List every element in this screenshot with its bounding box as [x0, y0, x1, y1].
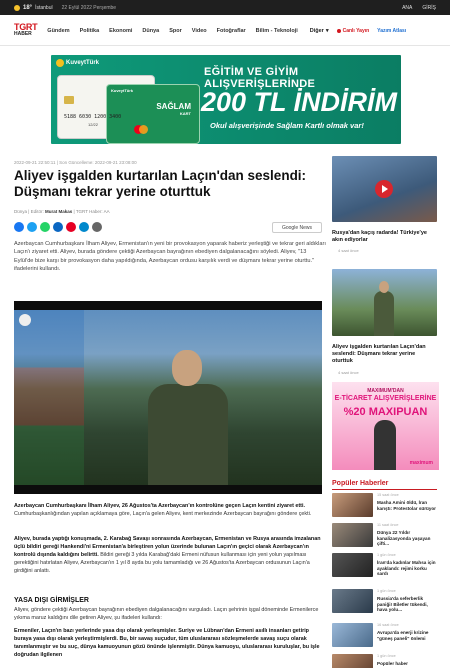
nav-item-fotograflar[interactable]: Fotoğraflar	[216, 28, 246, 34]
news-link[interactable]: Yazım Atlası	[377, 28, 407, 34]
play-icon	[382, 185, 388, 193]
article-lead: Azerbaycan Cumhurbaşkanı İlham Aliyev, Ermenistan'ın yeni bir provokasyon yaparak haberiz yerleştiği ve tekrar geri aldıkları Laçın'ı ziyaret etti. Aliyev, burada göndere çektiği Azerbaycan bayrağının ebediyen dalgalanacağını söyledi. Aliyev, "13 Eylül'de bize karşı bir provokasyon daha yapıldığında, Azerbaycan ordusu karşılık verdi ve düşmanı tekrar yerine oturttu." ifadelerini kullandı.	[14, 241, 326, 273]
popular-news-title: Popüler Haberler	[332, 480, 389, 487]
sidebar-item-1-image[interactable]	[332, 156, 437, 222]
pinterest-icon[interactable]	[66, 222, 76, 232]
article-paragraph-3: Aliyev, göndere çektiği Azerbaycan bayrağının ebediyen dalgalanacağını vurguladı. Laçın şehrinin işgal döneminde Ermenilerce yıkıma maruz kaldığını dile getiren Aliyev, şu ifadeleri kullandı:	[14, 607, 319, 621]
popular-item[interactable]: 11 saat önce Dünya 22 Yıldır kanalizasyonda yaşayan çifti...	[332, 523, 438, 548]
ad-big-text: 200 TL İNDİRİM	[201, 87, 398, 117]
article-paragraph-4: Ermeniler, Laçın'ın bazı yerlerinde yasa dışı olarak yerleşmişler. Suriye ve Lübnan'dan Ermeni asıllı insanları getirip buraya yasa dışı olarak yerleştirmişlerdi. Bu, bir savaş suçudur, tüm uluslararası sözleşmelerde savaş suçu olarak tanımlanmıştır ve bu suç, dünya kamuoyunun gözü önünde işlenmiştir. Dünya kamuoyu, uluslararası kuruluşlar, bu işle doğrudan ilgilenen	[14, 628, 320, 658]
speaker-figure	[148, 350, 228, 490]
site-logo[interactable]: TGRT HABER	[14, 22, 38, 37]
popular-item[interactable]: 16 saat önce Avrupa'da enerji krizine "güneş paneli" önlemi	[332, 623, 438, 648]
nav-more[interactable]: Diğer ▾	[309, 28, 329, 34]
lang-selector[interactable]: ANA	[402, 4, 413, 11]
temperature: 18°	[23, 4, 33, 11]
article-paragraph-1: Azerbaycan Cumhurbaşkanı İlham Aliyev, 26 Ağustos'ta Azerbaycan'ın kontrolüne geçen Laçın kentini ziyaret etti. Cumhurbaşkanlığından yapılan açıklamaya göre, Laçın'a gelen Aliyev, kent merkezinde Azerbaycan bayrağını göndere çekti.	[14, 503, 312, 517]
sidebar-item-1-time: 4 saat önce	[338, 248, 359, 253]
mastercard-icon	[134, 125, 148, 134]
popular-item[interactable]: 1 gün önce Russia'da seferberlik paniği! Biletler tükendi, hava yolu...	[332, 589, 438, 614]
linkedin-icon[interactable]	[53, 222, 63, 232]
telegram-icon[interactable]	[79, 222, 89, 232]
live-dot-icon	[337, 29, 341, 33]
card-image	[57, 75, 191, 139]
nav-item-ekonomi[interactable]: Ekonomi	[109, 28, 133, 34]
sun-icon	[14, 5, 20, 11]
nav-item-politika[interactable]: Politika	[79, 28, 100, 34]
sidebar-item-2-title[interactable]: Aliyev işgalden kurtarılan Laçın'dan seslendi: Düşmanı tekrar yerine oturttuk	[332, 344, 426, 364]
brand-logo-icon	[56, 59, 64, 67]
login-link[interactable]: GİRİŞ	[422, 4, 436, 11]
nav-item-gundem[interactable]: Gündem	[47, 28, 70, 34]
popular-item[interactable]: 1 gün önce Popüler haber	[332, 654, 438, 668]
popular-item[interactable]: 15 saat önce Masha Amini öldü, İran karıştı: Protestolar sürüyor	[332, 493, 438, 518]
ad-banner[interactable]	[51, 55, 401, 144]
sidebar-item-1-title[interactable]: Rusya'dan kaçış radarda! Türkiye'ye akın ediyorlar	[332, 230, 427, 243]
whatsapp-icon[interactable]	[40, 222, 50, 232]
article-title: Aliyev işgalden kurtarılan Laçın'dan seslendi: Düşmanı tekrar yerine oturttuk	[14, 168, 307, 199]
top-bar	[0, 0, 450, 15]
nav-item-video[interactable]: Video	[191, 28, 207, 34]
saglam-card: KuveytTürk SAĞLAM KART	[106, 84, 200, 144]
ad-headline: EĞİTİM VE GİYİM ALIŞVERİŞLERİNDE	[204, 66, 316, 90]
twitter-icon[interactable]	[27, 222, 37, 232]
live-broadcast-link[interactable]: Canlı Yayın	[337, 28, 370, 34]
article-video[interactable]	[14, 301, 322, 494]
section-heading: YASA DIŞI GİRMİŞLER	[14, 597, 89, 604]
article-meta: 2022-09-21 22:50:11 | Son Güncelleme: 2022-09-21 23:08:00	[14, 160, 137, 165]
article-paragraph-2: Aliyev, burada yaptığı konuşmada, 2. Karabağ Savaşı sonrasında Azerbaycan, Ermenistan ve Rusya arasında imzalanan üçlü bildiri gereği Hankendi'ni Ermenistan'a birleştiren yolun üzerinde bulunan Laçın'ın geçici olarak Azerbaycan'ın kontrolü dışında kaldığını belirtti. Bildiri gereği 3 yılda Karabağ'daki Ermeni nüfusun kullanması için yeni yolun yapılması gerektiğini hatırlatan Aliyev, Azerbaycan'ın 1 yıl 8 ayda bu yolu tamamladığı ve 26 Ağustos'ta Azerbaycan ordusunun Laçın'a girdiğini anlattı.	[14, 536, 321, 574]
maximum-ad[interactable]: MAXIMUM'DAN E-TİCARET ALIŞVERİŞLERİNE %20 MAXIPUAN maximum	[332, 382, 439, 470]
date: 22 Eylül 2022 Perşembe	[61, 4, 117, 11]
emblem-icon	[19, 314, 31, 326]
card-number: 5188 6030 1200 3400	[64, 114, 122, 120]
chevron-down-icon: ▾	[325, 28, 329, 34]
share-buttons	[14, 222, 102, 232]
chip-icon	[64, 96, 74, 104]
card-expiry: 12/22	[88, 122, 99, 127]
ad-brand: KuveytTürk	[56, 59, 99, 67]
popular-item[interactable]: 1 gün önce İran'da kadınlar Mahsa için ayaklandı: rejimi korku sardı	[332, 553, 438, 578]
ad-subtext: Okul alışverişinde Sağlam Kartlı olmak var!	[210, 121, 364, 130]
nav-item-spor[interactable]: Spor	[169, 28, 182, 34]
facebook-icon[interactable]	[14, 222, 24, 232]
weather	[14, 5, 116, 11]
main-nav	[0, 17, 450, 46]
sidebar-item-2-time: 4 saat önce	[338, 370, 359, 375]
byline: Dünya | Editör: Murat Makas | TGRT Haber: AA	[14, 209, 110, 214]
sidebar-item-2-image[interactable]	[332, 269, 437, 336]
nav-item-bilim[interactable]: Bilim - Teknoloji	[255, 28, 298, 34]
maximum-logo: maximum	[409, 460, 433, 466]
nav-item-dunya[interactable]: Dünya	[142, 28, 160, 34]
city[interactable]: İstanbul	[35, 4, 53, 11]
google-news-button[interactable]: Google News	[272, 222, 322, 233]
email-icon[interactable]	[92, 222, 102, 232]
